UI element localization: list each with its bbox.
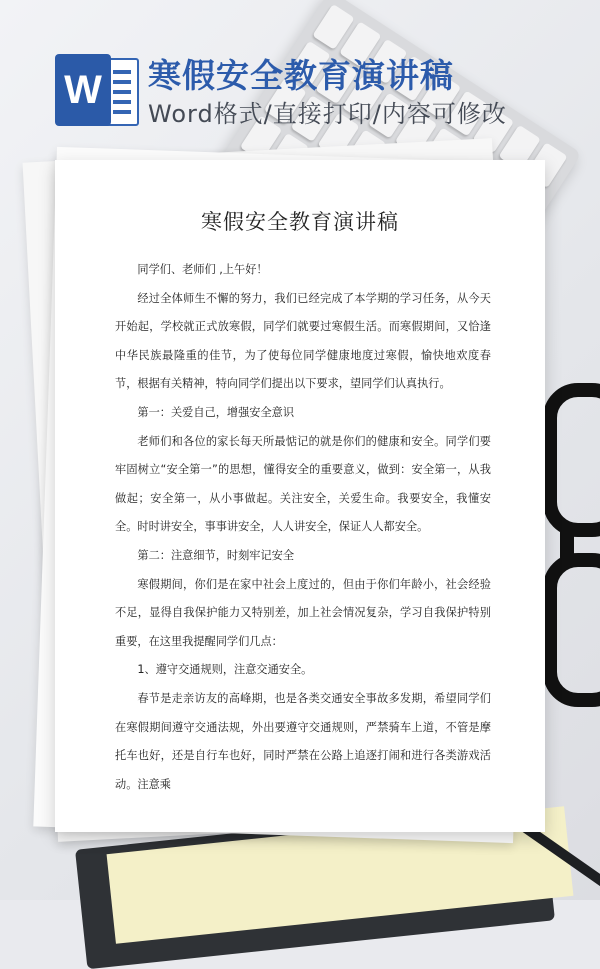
banner-title: 寒假安全教育演讲稿 xyxy=(148,56,454,95)
document-title: 寒假安全教育演讲稿 xyxy=(201,210,399,234)
document-body xyxy=(115,256,491,799)
document-page xyxy=(55,160,545,832)
section-heading: 第一：关爱自己，增强安全意识 xyxy=(137,405,295,419)
paragraph: 春节是走亲访友的高峰期，也是各类交通安全事故多发期，希望同学们在寒假期间遵守交通法规，外出要遵守交通规则，严禁骑车上道，不管是摩托车也好，还是自行车也好，同时严禁在公路上追逐打闹和进行各类游戏活动。注意乘 xyxy=(115,691,491,791)
banner-subtitle: Word格式/直接打印/内容可修改 xyxy=(148,100,507,128)
paragraph: 寒假期间，你们是在家中社会上度过的，但由于你们年龄小，社会经验不足，显得自我保护能力又特别差，加上社会情况复杂，学习自我保护特别重要，在这里我提醒同学们几点： xyxy=(115,577,491,648)
paragraph: 经过全体师生不懈的努力，我们已经完成了本学期的学习任务，从今天开始起，学校就正式放寒假，同学们就要过寒假生活。而寒假期间，又恰逢中华民族最隆重的佳节，为了使每位同学健康地度过寒假，愉快地欢度春节，根据有关精神，特向同学们提出以下要求，望同学们认真执行。 xyxy=(115,291,491,391)
section-heading: 第二：注意细节，时刻牢记安全 xyxy=(137,548,295,562)
word-logo-letter: W xyxy=(64,67,102,112)
paragraph: 同学们、老师们 ,上午好！ xyxy=(137,263,268,276)
list-item: 1、遵守交通规则，注意交通安全。 xyxy=(137,663,313,677)
paragraph: 老师们和各位的家长每天所最惦记的就是你们的健康和安全。同学们要牢固树立“安全第一”的思想，懂得安全的重要意义，做到：安全第一，从我做起；安全第一，从小事做起。关注安全，关爱生命。我要安全，我懂安全。时时讲安全，事事讲安全，人人讲安全，保证人人都安全。 xyxy=(115,434,491,534)
word-icon xyxy=(55,54,139,126)
